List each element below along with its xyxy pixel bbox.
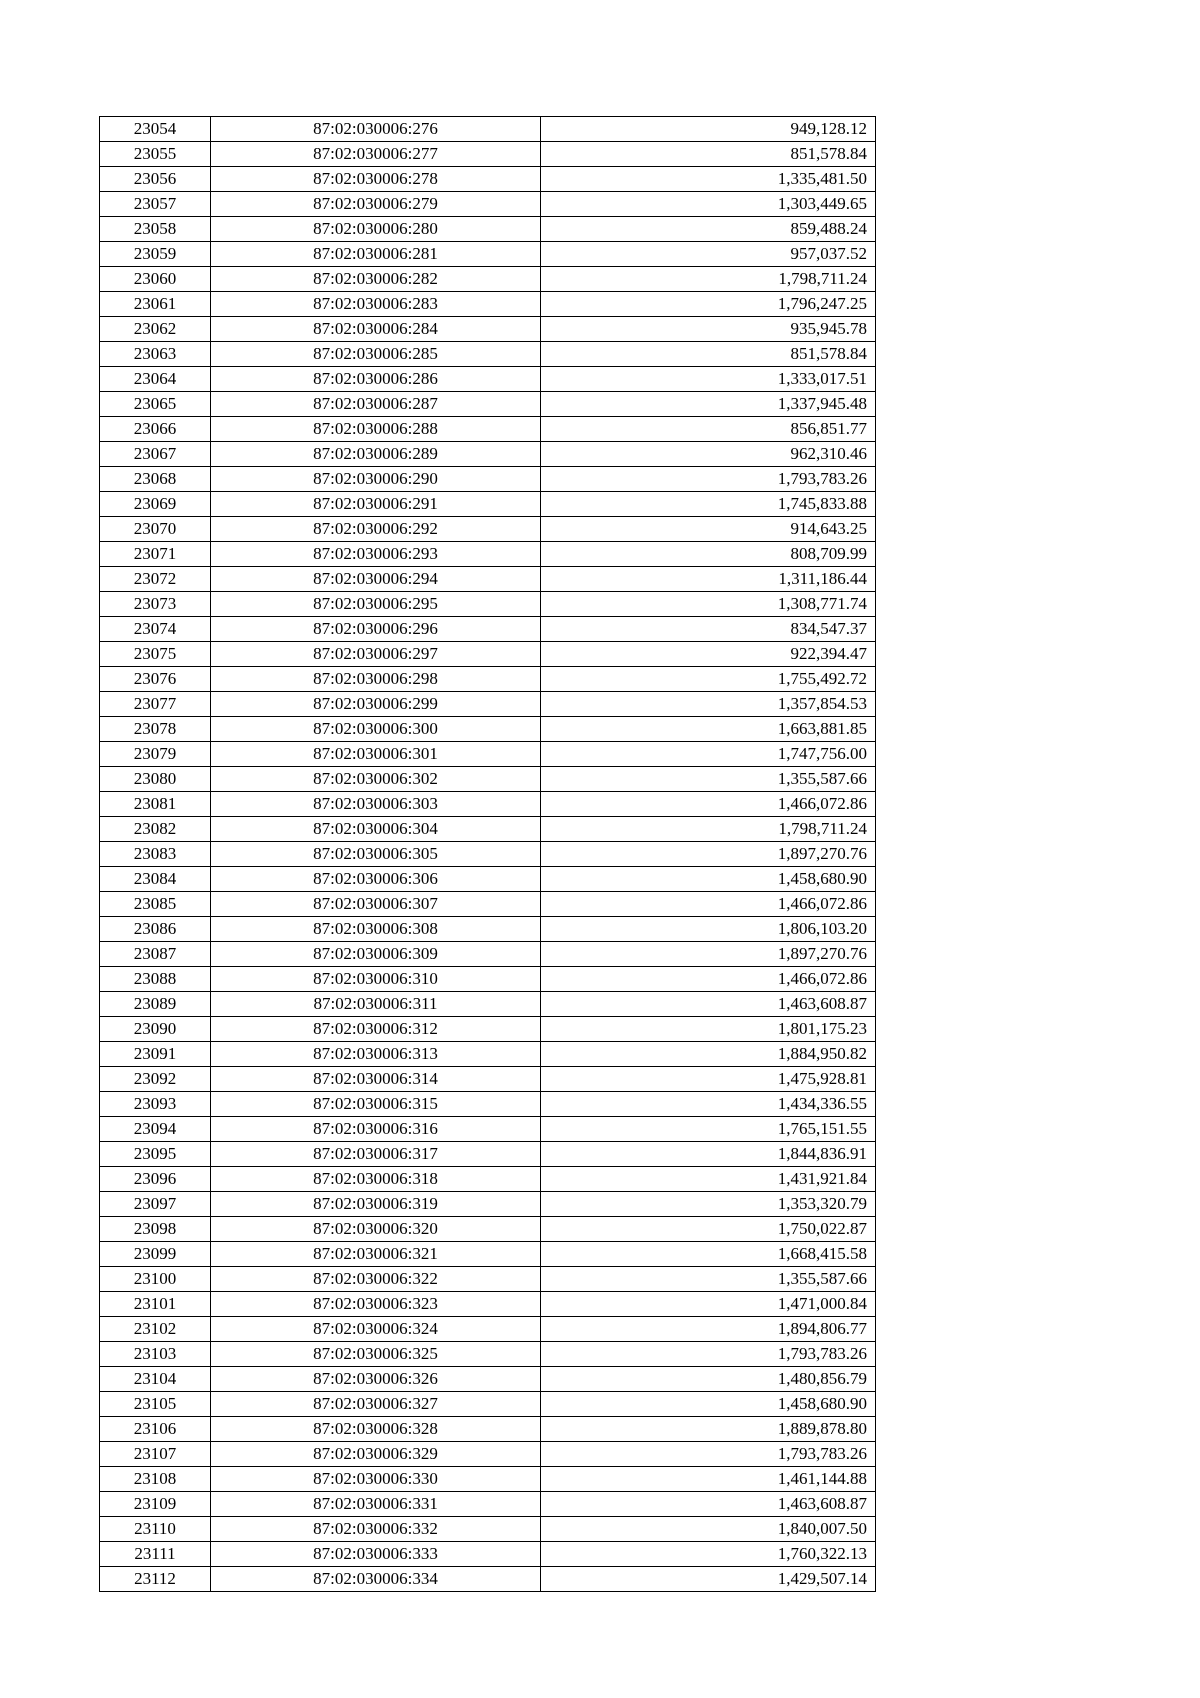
table-row — [100, 292, 876, 317]
value-cell: 1,755,492.72 — [541, 667, 876, 692]
table-row — [100, 917, 876, 942]
table-body — [100, 117, 876, 1592]
cadastral-number-cell: 87:02:030006:289 — [211, 442, 541, 467]
cadastral-number-cell: 87:02:030006:297 — [211, 642, 541, 667]
table-row — [100, 1442, 876, 1467]
value-cell: 1,668,415.58 — [541, 1242, 876, 1267]
cadastral-number-cell: 87:02:030006:328 — [211, 1417, 541, 1442]
cadastral-number-cell: 87:02:030006:284 — [211, 317, 541, 342]
row-number-cell: 23107 — [100, 1442, 211, 1467]
value-cell: 1,333,017.51 — [541, 367, 876, 392]
cadastral-number-cell: 87:02:030006:315 — [211, 1092, 541, 1117]
row-number-cell: 23071 — [100, 542, 211, 567]
row-number-cell: 23103 — [100, 1342, 211, 1367]
row-number-cell: 23091 — [100, 1042, 211, 1067]
row-number-cell: 23073 — [100, 592, 211, 617]
cadastral-number-cell: 87:02:030006:302 — [211, 767, 541, 792]
table-row — [100, 1317, 876, 1342]
table-row — [100, 992, 876, 1017]
table-row — [100, 1067, 876, 1092]
cadastral-number-cell: 87:02:030006:306 — [211, 867, 541, 892]
table-row — [100, 492, 876, 517]
row-number-cell: 23094 — [100, 1117, 211, 1142]
cadastral-number-cell: 87:02:030006:282 — [211, 267, 541, 292]
row-number-cell: 23089 — [100, 992, 211, 1017]
cadastral-number-cell: 87:02:030006:301 — [211, 742, 541, 767]
cadastral-number-cell: 87:02:030006:334 — [211, 1567, 541, 1592]
row-number-cell: 23109 — [100, 1492, 211, 1517]
cadastral-number-cell: 87:02:030006:300 — [211, 717, 541, 742]
table-row — [100, 967, 876, 992]
table-row — [100, 1017, 876, 1042]
table-row — [100, 1342, 876, 1367]
table-row — [100, 1042, 876, 1067]
row-number-cell: 23112 — [100, 1567, 211, 1592]
cadastral-number-cell: 87:02:030006:317 — [211, 1142, 541, 1167]
cadastral-number-cell: 87:02:030006:329 — [211, 1442, 541, 1467]
value-cell: 1,796,247.25 — [541, 292, 876, 317]
cadastral-number-cell: 87:02:030006:303 — [211, 792, 541, 817]
cadastral-number-cell: 87:02:030006:322 — [211, 1267, 541, 1292]
cadastral-number-cell: 87:02:030006:307 — [211, 892, 541, 917]
row-number-cell: 23061 — [100, 292, 211, 317]
table-row — [100, 592, 876, 617]
cadastral-number-cell: 87:02:030006:313 — [211, 1042, 541, 1067]
row-number-cell: 23106 — [100, 1417, 211, 1442]
table-row — [100, 1367, 876, 1392]
value-cell: 1,463,608.87 — [541, 992, 876, 1017]
value-cell: 922,394.47 — [541, 642, 876, 667]
table-row — [100, 167, 876, 192]
table-row — [100, 642, 876, 667]
value-cell: 949,128.12 — [541, 117, 876, 142]
row-number-cell: 23090 — [100, 1017, 211, 1042]
cadastral-number-cell: 87:02:030006:320 — [211, 1217, 541, 1242]
value-cell: 1,463,608.87 — [541, 1492, 876, 1517]
value-cell: 1,311,186.44 — [541, 567, 876, 592]
value-cell: 1,793,783.26 — [541, 1342, 876, 1367]
table-row — [100, 1542, 876, 1567]
value-cell: 1,353,320.79 — [541, 1192, 876, 1217]
row-number-cell: 23080 — [100, 767, 211, 792]
table-row — [100, 467, 876, 492]
row-number-cell: 23096 — [100, 1167, 211, 1192]
cadastral-value-table — [99, 116, 876, 1592]
row-number-cell: 23066 — [100, 417, 211, 442]
row-number-cell: 23083 — [100, 842, 211, 867]
row-number-cell: 23068 — [100, 467, 211, 492]
value-cell: 1,303,449.65 — [541, 192, 876, 217]
row-number-cell: 23098 — [100, 1217, 211, 1242]
cadastral-number-cell: 87:02:030006:294 — [211, 567, 541, 592]
value-cell: 808,709.99 — [541, 542, 876, 567]
row-number-cell: 23078 — [100, 717, 211, 742]
value-cell: 1,308,771.74 — [541, 592, 876, 617]
row-number-cell: 23063 — [100, 342, 211, 367]
cadastral-number-cell: 87:02:030006:285 — [211, 342, 541, 367]
row-number-cell: 23086 — [100, 917, 211, 942]
value-cell: 1,337,945.48 — [541, 392, 876, 417]
cadastral-number-cell: 87:02:030006:333 — [211, 1542, 541, 1567]
table-row — [100, 892, 876, 917]
cadastral-number-cell: 87:02:030006:311 — [211, 992, 541, 1017]
cadastral-number-cell: 87:02:030006:310 — [211, 967, 541, 992]
row-number-cell: 23105 — [100, 1392, 211, 1417]
value-cell: 1,806,103.20 — [541, 917, 876, 942]
value-cell: 1,798,711.24 — [541, 267, 876, 292]
table-row — [100, 617, 876, 642]
row-number-cell: 23095 — [100, 1142, 211, 1167]
row-number-cell: 23059 — [100, 242, 211, 267]
value-cell: 1,793,783.26 — [541, 1442, 876, 1467]
value-cell: 1,355,587.66 — [541, 767, 876, 792]
cadastral-number-cell: 87:02:030006:308 — [211, 917, 541, 942]
value-cell: 1,798,711.24 — [541, 817, 876, 842]
cadastral-number-cell: 87:02:030006:286 — [211, 367, 541, 392]
cadastral-number-cell: 87:02:030006:283 — [211, 292, 541, 317]
value-cell: 1,747,756.00 — [541, 742, 876, 767]
value-cell: 1,461,144.88 — [541, 1467, 876, 1492]
table-row — [100, 1242, 876, 1267]
row-number-cell: 23058 — [100, 217, 211, 242]
value-cell: 1,480,856.79 — [541, 1367, 876, 1392]
row-number-cell: 23097 — [100, 1192, 211, 1217]
table-row — [100, 1392, 876, 1417]
table-row — [100, 542, 876, 567]
value-cell: 1,466,072.86 — [541, 892, 876, 917]
cadastral-number-cell: 87:02:030006:281 — [211, 242, 541, 267]
table-row — [100, 692, 876, 717]
table-row — [100, 267, 876, 292]
cadastral-number-cell: 87:02:030006:319 — [211, 1192, 541, 1217]
table-row — [100, 517, 876, 542]
cadastral-number-cell: 87:02:030006:280 — [211, 217, 541, 242]
table-row — [100, 1217, 876, 1242]
table-row — [100, 1417, 876, 1442]
table-row — [100, 1167, 876, 1192]
cadastral-number-cell: 87:02:030006:304 — [211, 817, 541, 842]
row-number-cell: 23085 — [100, 892, 211, 917]
row-number-cell: 23062 — [100, 317, 211, 342]
value-cell: 962,310.46 — [541, 442, 876, 467]
value-cell: 859,488.24 — [541, 217, 876, 242]
row-number-cell: 23057 — [100, 192, 211, 217]
cadastral-number-cell: 87:02:030006:305 — [211, 842, 541, 867]
table-row — [100, 1092, 876, 1117]
cadastral-number-cell: 87:02:030006:293 — [211, 542, 541, 567]
cadastral-number-cell: 87:02:030006:288 — [211, 417, 541, 442]
value-cell: 1,431,921.84 — [541, 1167, 876, 1192]
cadastral-number-cell: 87:02:030006:312 — [211, 1017, 541, 1042]
cadastral-number-cell: 87:02:030006:316 — [211, 1117, 541, 1142]
row-number-cell: 23079 — [100, 742, 211, 767]
row-number-cell: 23064 — [100, 367, 211, 392]
row-number-cell: 23056 — [100, 167, 211, 192]
value-cell: 1,475,928.81 — [541, 1067, 876, 1092]
row-number-cell: 23081 — [100, 792, 211, 817]
row-number-cell: 23084 — [100, 867, 211, 892]
row-number-cell: 23100 — [100, 1267, 211, 1292]
value-cell: 851,578.84 — [541, 142, 876, 167]
table-row — [100, 392, 876, 417]
value-cell: 1,458,680.90 — [541, 1392, 876, 1417]
cadastral-number-cell: 87:02:030006:277 — [211, 142, 541, 167]
table-row — [100, 1292, 876, 1317]
table-row — [100, 317, 876, 342]
cadastral-number-cell: 87:02:030006:323 — [211, 1292, 541, 1317]
value-cell: 1,884,950.82 — [541, 1042, 876, 1067]
value-cell: 856,851.77 — [541, 417, 876, 442]
value-cell: 1,894,806.77 — [541, 1317, 876, 1342]
table-row — [100, 717, 876, 742]
table-row — [100, 1492, 876, 1517]
value-cell: 1,471,000.84 — [541, 1292, 876, 1317]
cadastral-number-cell: 87:02:030006:318 — [211, 1167, 541, 1192]
cadastral-number-cell: 87:02:030006:290 — [211, 467, 541, 492]
table-row — [100, 1567, 876, 1592]
table-row — [100, 1517, 876, 1542]
row-number-cell: 23082 — [100, 817, 211, 842]
table-row — [100, 1117, 876, 1142]
value-cell: 957,037.52 — [541, 242, 876, 267]
row-number-cell: 23093 — [100, 1092, 211, 1117]
value-cell: 1,663,881.85 — [541, 717, 876, 742]
cadastral-number-cell: 87:02:030006:295 — [211, 592, 541, 617]
cadastral-number-cell: 87:02:030006:324 — [211, 1317, 541, 1342]
value-cell: 1,793,783.26 — [541, 467, 876, 492]
cadastral-number-cell: 87:02:030006:331 — [211, 1492, 541, 1517]
table-row — [100, 1267, 876, 1292]
row-number-cell: 23074 — [100, 617, 211, 642]
value-cell: 1,750,022.87 — [541, 1217, 876, 1242]
value-cell: 1,897,270.76 — [541, 842, 876, 867]
value-cell: 851,578.84 — [541, 342, 876, 367]
row-number-cell: 23111 — [100, 1542, 211, 1567]
table-row — [100, 342, 876, 367]
row-number-cell: 23060 — [100, 267, 211, 292]
value-cell: 1,357,854.53 — [541, 692, 876, 717]
cadastral-number-cell: 87:02:030006:299 — [211, 692, 541, 717]
value-cell: 935,945.78 — [541, 317, 876, 342]
row-number-cell: 23054 — [100, 117, 211, 142]
table-row — [100, 242, 876, 267]
cadastral-number-cell: 87:02:030006:326 — [211, 1367, 541, 1392]
value-cell: 1,765,151.55 — [541, 1117, 876, 1142]
cadastral-number-cell: 87:02:030006:298 — [211, 667, 541, 692]
table-row — [100, 792, 876, 817]
table-row — [100, 742, 876, 767]
row-number-cell: 23092 — [100, 1067, 211, 1092]
row-number-cell: 23065 — [100, 392, 211, 417]
row-number-cell: 23067 — [100, 442, 211, 467]
value-cell: 1,458,680.90 — [541, 867, 876, 892]
table-row — [100, 367, 876, 392]
table-row — [100, 842, 876, 867]
table-row — [100, 942, 876, 967]
row-number-cell: 23101 — [100, 1292, 211, 1317]
cadastral-number-cell: 87:02:030006:279 — [211, 192, 541, 217]
row-number-cell: 23076 — [100, 667, 211, 692]
cadastral-number-cell: 87:02:030006:287 — [211, 392, 541, 417]
value-cell: 1,840,007.50 — [541, 1517, 876, 1542]
value-cell: 834,547.37 — [541, 617, 876, 642]
row-number-cell: 23104 — [100, 1367, 211, 1392]
row-number-cell: 23072 — [100, 567, 211, 592]
cadastral-number-cell: 87:02:030006:314 — [211, 1067, 541, 1092]
cadastral-number-cell: 87:02:030006:330 — [211, 1467, 541, 1492]
table-row — [100, 667, 876, 692]
table-row — [100, 867, 876, 892]
value-cell: 1,897,270.76 — [541, 942, 876, 967]
cadastral-number-cell: 87:02:030006:278 — [211, 167, 541, 192]
row-number-cell: 23099 — [100, 1242, 211, 1267]
value-cell: 1,466,072.86 — [541, 967, 876, 992]
row-number-cell: 23070 — [100, 517, 211, 542]
row-number-cell: 23077 — [100, 692, 211, 717]
cadastral-number-cell: 87:02:030006:276 — [211, 117, 541, 142]
cadastral-number-cell: 87:02:030006:325 — [211, 1342, 541, 1367]
table-row — [100, 117, 876, 142]
row-number-cell: 23087 — [100, 942, 211, 967]
row-number-cell: 23069 — [100, 492, 211, 517]
table-row — [100, 417, 876, 442]
value-cell: 1,335,481.50 — [541, 167, 876, 192]
table-row — [100, 217, 876, 242]
value-cell: 1,844,836.91 — [541, 1142, 876, 1167]
cadastral-number-cell: 87:02:030006:292 — [211, 517, 541, 542]
row-number-cell: 23088 — [100, 967, 211, 992]
row-number-cell: 23108 — [100, 1467, 211, 1492]
cadastral-number-cell: 87:02:030006:296 — [211, 617, 541, 642]
row-number-cell: 23102 — [100, 1317, 211, 1342]
cadastral-number-cell: 87:02:030006:309 — [211, 942, 541, 967]
table-row — [100, 442, 876, 467]
cadastral-number-cell: 87:02:030006:291 — [211, 492, 541, 517]
cadastral-number-cell: 87:02:030006:332 — [211, 1517, 541, 1542]
row-number-cell: 23075 — [100, 642, 211, 667]
table-row — [100, 767, 876, 792]
table-row — [100, 1192, 876, 1217]
value-cell: 1,889,878.80 — [541, 1417, 876, 1442]
table-row — [100, 1142, 876, 1167]
table-row — [100, 1467, 876, 1492]
value-cell: 1,745,833.88 — [541, 492, 876, 517]
value-cell: 914,643.25 — [541, 517, 876, 542]
value-cell: 1,434,336.55 — [541, 1092, 876, 1117]
table-row — [100, 567, 876, 592]
table-row — [100, 142, 876, 167]
table-row — [100, 192, 876, 217]
row-number-cell: 23055 — [100, 142, 211, 167]
value-cell: 1,801,175.23 — [541, 1017, 876, 1042]
cadastral-number-cell: 87:02:030006:327 — [211, 1392, 541, 1417]
value-cell: 1,760,322.13 — [541, 1542, 876, 1567]
cadastral-number-cell: 87:02:030006:321 — [211, 1242, 541, 1267]
row-number-cell: 23110 — [100, 1517, 211, 1542]
value-cell: 1,429,507.14 — [541, 1567, 876, 1592]
value-cell: 1,355,587.66 — [541, 1267, 876, 1292]
table-row — [100, 817, 876, 842]
value-cell: 1,466,072.86 — [541, 792, 876, 817]
